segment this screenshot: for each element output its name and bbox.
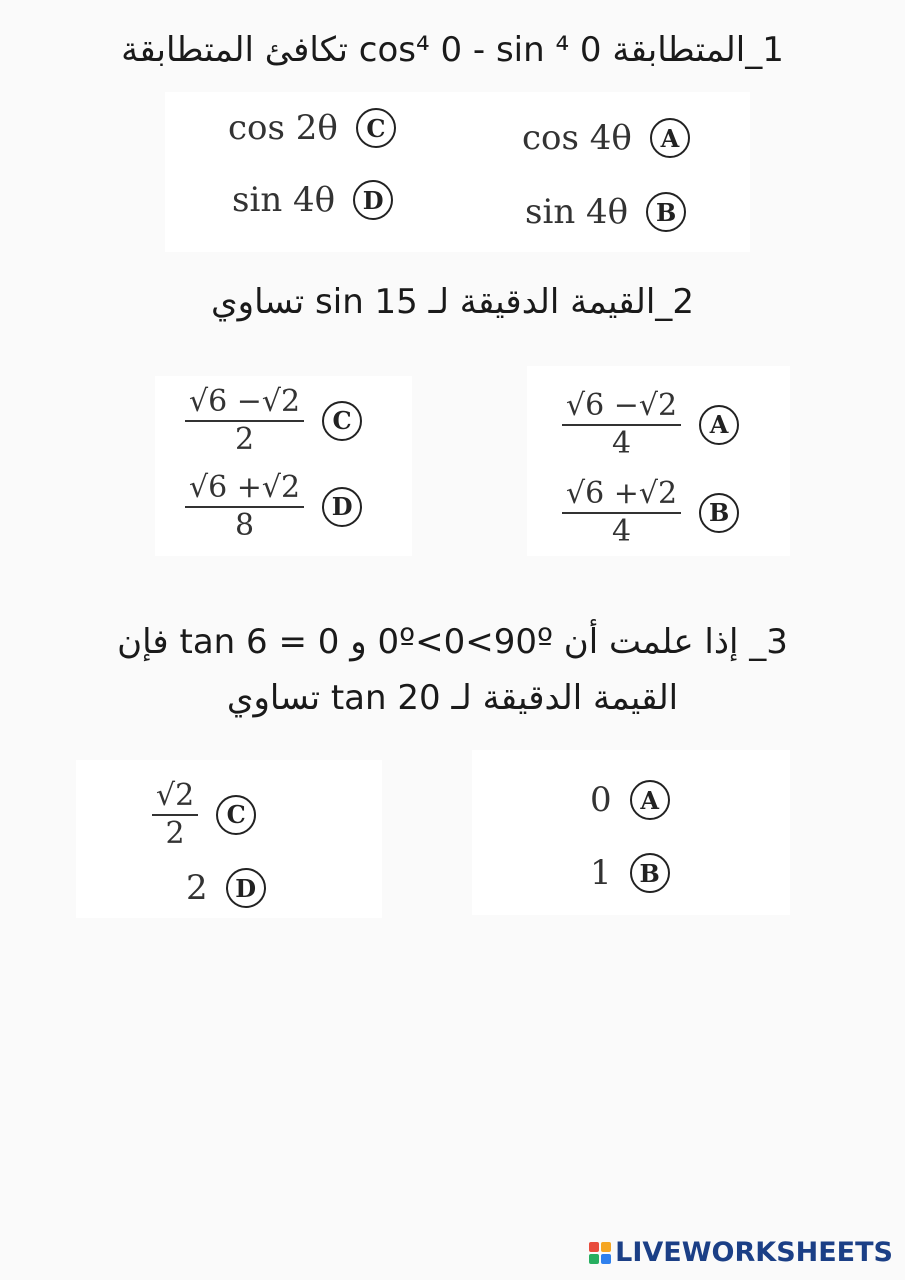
fraction-numerator: √2 (152, 780, 198, 816)
option-letter-icon: D (226, 868, 266, 908)
option-value: 2 (186, 868, 208, 908)
option-letter-icon: C (216, 795, 256, 835)
logo-square (601, 1254, 611, 1264)
option-value: sin 4θ (525, 192, 629, 232)
option-letter-icon: A (650, 118, 690, 158)
fraction-numerator: √6 +√2 (562, 478, 681, 514)
option-letter-icon: B (630, 853, 670, 893)
option-letter-icon: C (322, 401, 362, 441)
option-2-c[interactable] (185, 386, 362, 455)
question-3-line-1: 3_ إذا علمت أن 0º<0<90º و 0 = tan 6 فإن (117, 622, 788, 662)
option-3-c[interactable] (152, 780, 256, 849)
logo-square (589, 1242, 599, 1252)
fraction-numerator: √6 +√2 (185, 472, 304, 508)
fraction-denominator: 8 (235, 507, 255, 543)
option-3-b[interactable] (590, 853, 670, 893)
option-fraction (185, 386, 304, 455)
option-fraction (152, 780, 198, 849)
option-value: cos 4θ (522, 118, 632, 158)
option-fraction (562, 390, 681, 459)
option-value: 0 (590, 780, 612, 820)
option-1-b[interactable] (525, 192, 686, 232)
option-letter-icon: B (646, 192, 686, 232)
option-value: sin 4θ (232, 180, 336, 220)
liveworksheets-brand[interactable] (589, 1237, 893, 1268)
option-letter-icon: A (630, 780, 670, 820)
option-2-d[interactable] (185, 472, 362, 541)
option-fraction (562, 478, 681, 547)
option-3-d[interactable] (186, 868, 266, 908)
logo-square (601, 1242, 611, 1252)
option-1-a[interactable] (522, 118, 690, 158)
question-2-text: 2_القيمة الدقيقة لـ sin 15 تساوي (211, 282, 694, 322)
option-fraction (185, 472, 304, 541)
option-3-a[interactable] (590, 780, 670, 820)
fraction-numerator: √6 −√2 (185, 386, 304, 422)
option-2-a[interactable] (562, 390, 739, 459)
liveworksheets-logo-icon (589, 1242, 611, 1264)
option-letter-icon: C (356, 108, 396, 148)
option-letter-icon: D (353, 180, 393, 220)
logo-square (589, 1254, 599, 1264)
option-letter-icon: D (322, 487, 362, 527)
option-letter-icon: A (699, 405, 739, 445)
option-2-b[interactable] (562, 478, 739, 547)
question-1-text: 1_المتطابقة cos⁴ 0 - sin ⁴ 0 تكافئ المتطابقة (121, 30, 784, 70)
option-letter-icon: B (699, 493, 739, 533)
fraction-denominator: 2 (235, 421, 255, 457)
fraction-denominator: 4 (612, 425, 632, 461)
fraction-denominator: 4 (612, 513, 632, 549)
option-1-c[interactable] (228, 108, 396, 148)
option-1-d[interactable] (232, 180, 393, 220)
option-value: cos 2θ (228, 108, 338, 148)
question-3-line-2: القيمة الدقيقة لـ tan 20 تساوي (226, 678, 679, 718)
fraction-denominator: 2 (165, 815, 185, 851)
fraction-numerator: √6 −√2 (562, 390, 681, 426)
brand-text: LIVEWORKSHEETS (615, 1237, 893, 1268)
option-value: 1 (590, 853, 612, 893)
